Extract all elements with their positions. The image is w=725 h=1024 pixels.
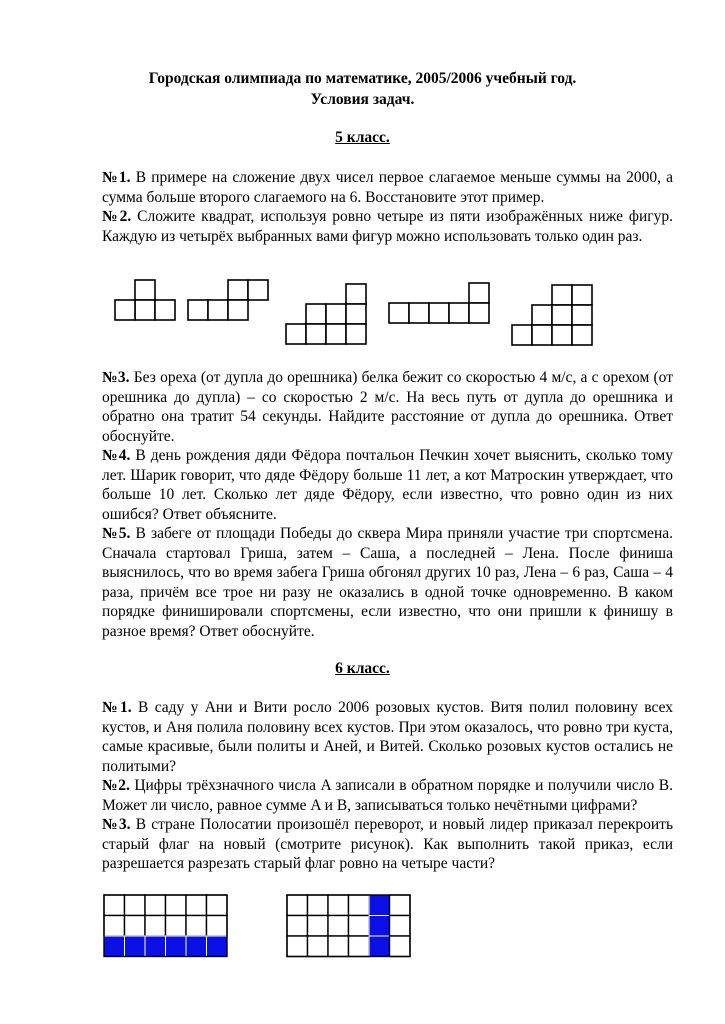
white-cell	[104, 916, 125, 937]
figure-4	[389, 283, 489, 323]
olympiad-title: Городская олимпиада по математике, 2005/2006 учебный год.	[148, 70, 577, 87]
white-cell	[349, 936, 370, 957]
figure-5	[512, 285, 592, 345]
blue-cell	[369, 916, 390, 937]
grade-5-heading: 5 класс.	[335, 129, 390, 146]
problem-5-5: №5. В забеге от площади Победы до сквера Мира приняли участие три спортсмена. Сначала стартовал Гриша, затем – Саша, а последней – Лена. После финиша выяснилось, что во время забега Гриша обгонял других 10 раз, Лена – 6 раз, Саша – 4 раза, причём все трое ни разу не оказались в одной точке одновременно. В каком порядке финишировали спортсмены, если известно, что они пришли к финишу в разное время? Ответ обоснуйте.	[102, 525, 673, 640]
problem-5-1: №1. В примере на сложение двух чисел первое слагаемое меньше суммы на 2000, а сумма больше второго слагаемого на 6. Восстановите этот пример.	[102, 169, 674, 206]
white-cell	[328, 936, 349, 957]
white-cell	[104, 895, 125, 916]
grade-5-problems-3-5	[102, 368, 673, 641]
white-cell	[328, 895, 349, 916]
blue-cell	[369, 936, 390, 957]
figure-1	[115, 280, 175, 320]
old-flag	[104, 895, 227, 957]
white-cell	[328, 916, 349, 937]
white-cell	[390, 895, 411, 916]
problem-5-3: №3. Без ореха (от дупла до орешника) белка бежит со скоростью 4 м/с, а с орехом (от орешника до дупла) – со скоростью 2 м/с. На весь путь от дупла до орешника и обратно она тратит 54 секунды. Найдите расстояние от дупла до орешника. Ответ обоснуйте.	[102, 369, 674, 445]
white-cell	[287, 895, 308, 916]
new-flag	[287, 895, 410, 957]
white-cell	[349, 916, 370, 937]
blue-cell	[207, 936, 228, 957]
blue-cell	[145, 936, 166, 957]
problem-6-2: №2. Цифры трёхзначного числа A записали в обратном порядке и получили число B. Может ли число, равное сумме A и B, записываться только нечётными цифрами?	[102, 777, 673, 814]
problem-5-4: №4. В день рождения дяди Фёдора почтальон Печкин хочет выяснить, сколько тому лет. Шарик говорит, что дяде Фёдору больше 11 лет, а кот Матроскин утверждает, что больше 10 лет. Сколько лет дяде Фёдору, если известно, что ровно один из них ошибся? Ответ объясните.	[102, 447, 673, 523]
white-cell	[125, 895, 146, 916]
white-cell	[207, 895, 228, 916]
white-cell	[207, 916, 228, 937]
figure-2	[188, 280, 268, 320]
white-cell	[166, 895, 187, 916]
white-cell	[390, 916, 411, 937]
white-cell	[349, 895, 370, 916]
blue-cell	[166, 936, 187, 957]
white-cell	[308, 916, 329, 937]
conditions-subtitle: Условия задач.	[310, 91, 415, 108]
grade-5-problems-1-2	[102, 168, 673, 246]
problem-6-3: №3. В стране Полосатии произошёл переворот, и новый лидер приказал перекроить старый флаг на новый (смотрите рисунок). Как выполнить такой приказ, если разрешается разрезать старый флаг ровно на четыре части?	[102, 816, 674, 872]
problem-6-1: №1. В саду у Ани и Вити росло 2006 розовых кустов. Витя полил половину всех кустов, и Аня полила половину всех кустов. При этом оказалось, что ровно три куста, самые красивые, были политы и Аней, и Витей. Сколько розовых кустов остались не политыми?	[102, 699, 673, 775]
grade-6-problems	[102, 698, 673, 874]
flags-illustration	[0, 893, 725, 963]
white-cell	[125, 916, 146, 937]
white-cell	[308, 936, 329, 957]
white-cell	[186, 895, 207, 916]
white-cell	[308, 895, 329, 916]
white-cell	[145, 895, 166, 916]
white-cell	[287, 936, 308, 957]
white-cell	[166, 916, 187, 937]
problem-5-2: №2. Сложите квадрат, используя ровно четыре из пяти изображённых ниже фигур. Каждую из четырёх выбранных вами фигур можно использовать только один раз.	[102, 208, 673, 245]
blue-cell	[125, 936, 146, 957]
blue-cell	[186, 936, 207, 957]
grade-6-heading: 6 класс.	[335, 660, 390, 677]
blue-cell	[369, 895, 390, 916]
white-cell	[145, 916, 166, 937]
white-cell	[186, 916, 207, 937]
white-cell	[287, 916, 308, 937]
white-cell	[390, 936, 411, 957]
figure-3	[286, 284, 366, 344]
blue-cell	[104, 936, 125, 957]
